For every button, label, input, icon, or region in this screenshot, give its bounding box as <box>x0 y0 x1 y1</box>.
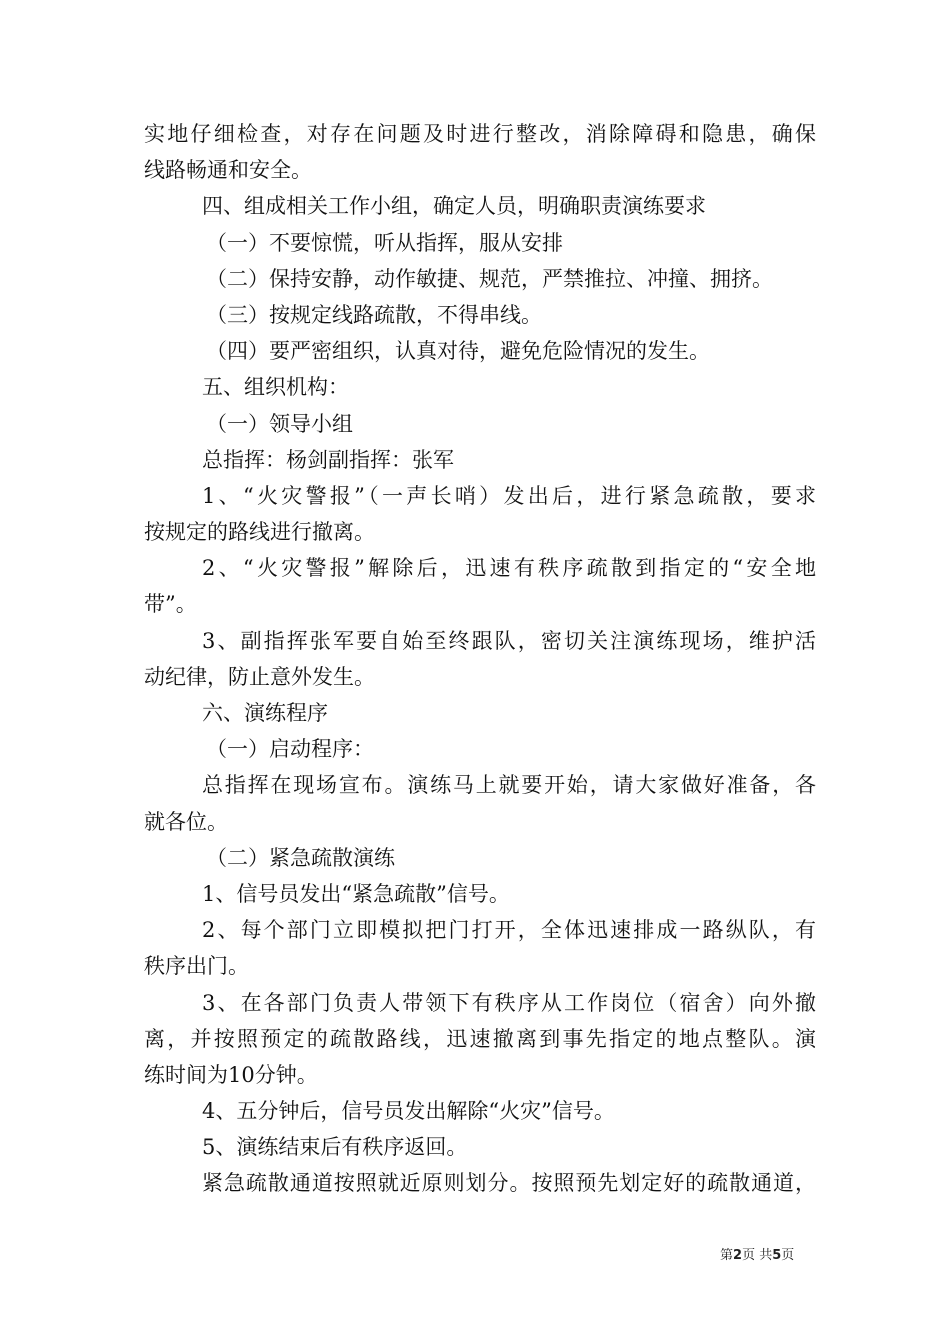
list-item: （三）按规定线路疏散，不得串线。 <box>206 302 542 327</box>
paragraph-line: 练时间为10分钟。 <box>144 1062 318 1087</box>
paragraph-line: 动纪律，防止意外发生。 <box>144 664 375 689</box>
paragraph-line: 就各位。 <box>144 809 228 834</box>
list-item: 2、每个部门立即模拟把门打开，全体迅速排成一路纵队，有 <box>202 918 816 943</box>
subsection-heading: （一）启动程序： <box>206 737 374 762</box>
subsection-heading: （二）紧急疏散演练 <box>206 845 395 870</box>
list-item: （二）保持安静，动作敏捷、规范，严禁推拉、冲撞、拥挤。 <box>206 266 773 291</box>
total-page-number: 5 <box>772 1248 782 1263</box>
list-item: 2、“火灾警报”解除后，迅速有秩序疏散到指定的“安全地 <box>202 556 816 581</box>
section-heading: 六、演练程序 <box>202 701 328 725</box>
section-heading: 五、组织机构： <box>202 375 349 400</box>
page-number-footer <box>720 1247 820 1265</box>
paragraph-line: 总指挥在现场宣布。演练马上就要开始，请大家做好准备，各 <box>202 773 816 798</box>
list-item: 5、演练结束后有秩序返回。 <box>202 1135 468 1160</box>
paragraph-line: 实地仔细检查，对存在问题及时进行整改，消除障碍和隐患，确保 <box>144 122 816 146</box>
subsection-heading: （一）领导小组 <box>206 411 353 436</box>
list-item: 3、在各部门负责人带领下有秩序从工作岗位（宿舍）向外撤 <box>202 990 816 1015</box>
list-item: （一）不要惊慌，听从指挥，服从安排 <box>206 230 563 255</box>
paragraph-line: 按规定的路线进行撤离。 <box>144 520 375 545</box>
document-body <box>144 116 816 1202</box>
current-page-number: 2 <box>733 1248 743 1263</box>
list-item: 3、副指挥张军要自始至终跟队，密切关注演练现场，维护活 <box>202 628 816 653</box>
section-heading: 四、组成相关工作小组，确定人员，明确职责演练要求 <box>202 194 706 219</box>
list-item: 1、信号员发出“紧急疏散”信号。 <box>202 881 510 906</box>
footer-prefix: 第 <box>720 1248 734 1263</box>
paragraph-line: 线路畅通和安全。 <box>144 158 312 183</box>
footer-suffix: 页 <box>781 1248 795 1263</box>
paragraph-line: 带”。 <box>144 592 197 617</box>
footer-middle: 页 共 <box>742 1248 773 1263</box>
paragraph-line: 总指挥：杨剑副指挥：张军 <box>202 447 454 472</box>
paragraph-line: 紧急疏散通道按照就近原则划分。按照预先划定好的疏散通道， <box>202 1171 816 1196</box>
list-item: 1、“火灾警报”（一声长哨）发出后，进行紧急疏散，要求 <box>202 483 816 508</box>
list-item: （四）要严密组织，认真对待，避免危险情况的发生。 <box>206 339 710 364</box>
paragraph-line: 离，并按照预定的疏散路线，迅速撤离到事先指定的地点整队。演 <box>144 1026 816 1051</box>
list-item: 4、五分钟后，信号员发出解除“火灾”信号。 <box>202 1099 615 1124</box>
paragraph-line: 秩序出门。 <box>144 954 249 979</box>
